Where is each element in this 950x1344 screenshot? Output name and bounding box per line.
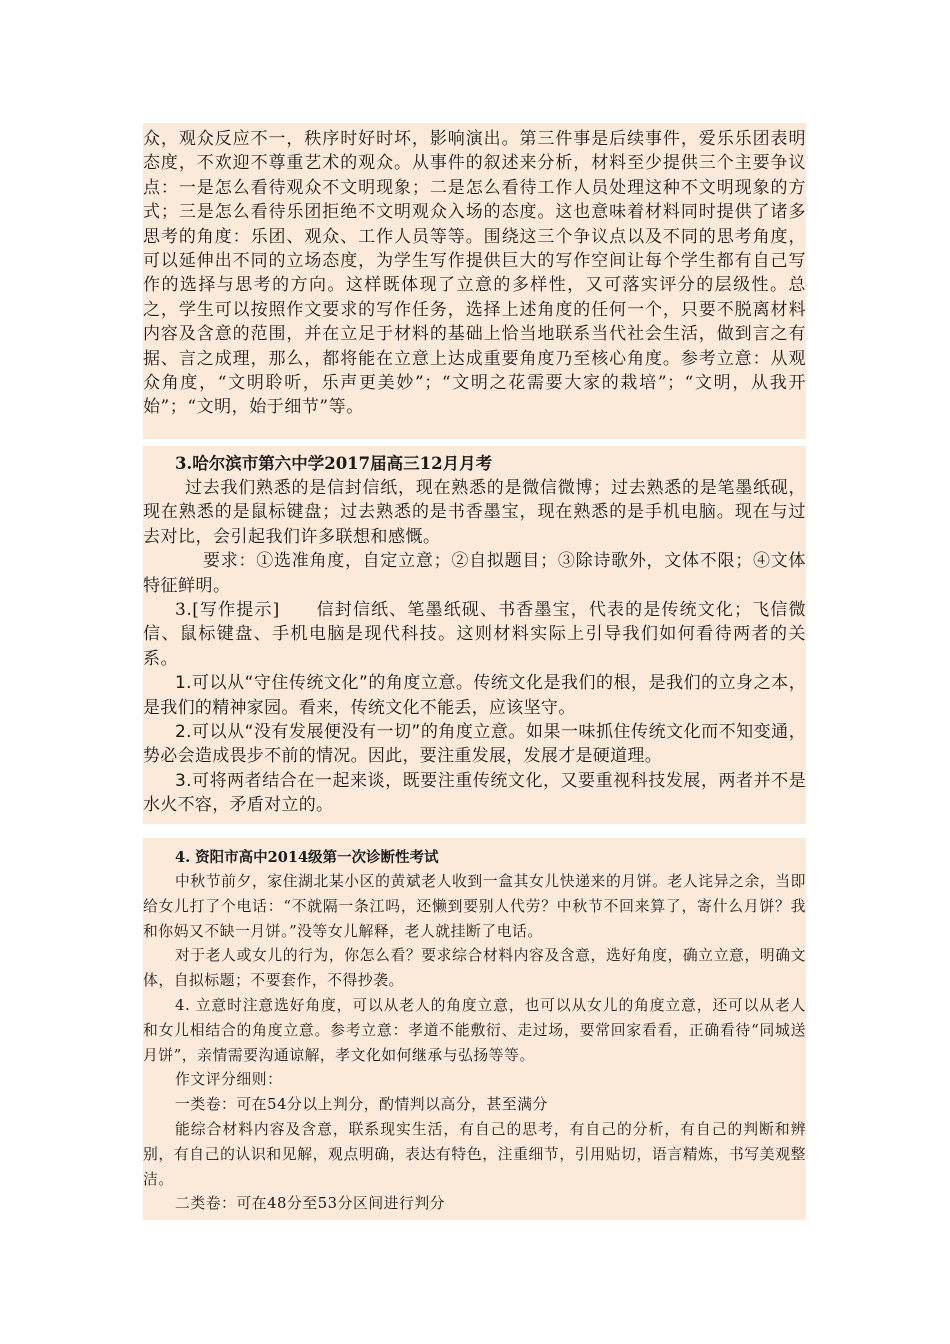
section-2-block bbox=[143, 446, 806, 824]
section-3-class-1-description: 能综合材料内容及含意，联系现实生活，有自己的思考，有自己的分析，有自己的判断和辨别，有自己的认识和见解，观点明确，表达有特色，注重细节，引用贴切，语言精炼，书写美观整洁。 bbox=[143, 1120, 806, 1188]
section-3-class-1-title: 一类卷：可在54分以上判分，酌情判以高分，甚至满分 bbox=[175, 1096, 548, 1114]
section-3-rubric-title: 作文评分细则： bbox=[175, 1071, 283, 1089]
section-2-point-2: 2.可以从“没有发展便没有一切”的角度立意。如果一味抓住传统文化而不知变通，势必会造成畏步不前的情况。因此，要注重发展，发展才是硬道理。 bbox=[143, 722, 806, 767]
section-3-class-2-title: 二类卷：可在48分至53分区间进行判分 bbox=[175, 1195, 446, 1213]
section-2-hint: 3.[写作提示] 信封信纸、笔墨纸砚、书香墨宝，代表的是传统文化；飞信微信、鼠标键盘、手机电脑是现代科技。这则材料实际上引导我们如何看待两者的关系。 bbox=[143, 600, 806, 669]
section-2-point-3: 3.可将两者结合在一起来谈，既要注重传统文化，又要重视科技发展，两者并不是水火不容，矛盾对立的。 bbox=[143, 770, 806, 816]
section-2-point-1: 1.可以从“守住传统文化”的角度立意。传统文化是我们的根，是我们的立身之本，是我们的精神家园。看来，传统文化不能丢，应该坚守。 bbox=[143, 673, 806, 718]
section-1-block bbox=[143, 123, 806, 439]
section-1-paragraph: 众，观众反应不一，秩序时好时坏，影响演出。第三件事是后续事件，爱乐乐团表明态度，不欢迎不尊重艺术的观众。从事件的叙述来分析，材料至少提供三个主要争议点：一是怎么看待观众不文明现象；二是怎么看待工作人员处理这种不文明现象的方式；三是怎么看待乐团拒绝不文明观众入场的态度。这也意味着材料同时提供了诸多思考的角度：乐团、观众、工作人员等等。围绕这三个争议点以及不同的思考角度，可以延伸出不同的立场态度，为学生写作提供巨大的写作空间让每个学生都有自己写作的选择与思考的方向。这样既体现了立意的多样性，又可落实评分的层级性。总之，学生可以按照作文要求的写作任务，选择上述角度的任何一个，只要不脱离材料内容及含意的范围，并在立足于材料的基础上恰当地联系当代社会生活，做到言之有据、言之成理，那么，都将能在立意上达成重要角度乃至核心角度。参考立意：从观众角度，“文明聆听，乐声更美妙”；“文明之花需要大家的栽培”；“文明，从我开始”；“文明，始于细节”等。 bbox=[143, 129, 806, 418]
section-2-material: 过去我们熟悉的是信封信纸，现在熟悉的是微信微博；过去熟悉的是笔墨纸砚，现在熟悉的是鼠标键盘；过去熟悉的是书香墨宝，现在熟悉的是手机电脑。现在与过去对比，会引起我们许多联想和感慨。 bbox=[143, 478, 806, 547]
section-2-title: 3.哈尔滨市第六中学2017届高三12月月考 bbox=[175, 454, 493, 473]
section-3-title: 4. 资阳市高中2014级第一次诊断性考试 bbox=[175, 849, 439, 866]
section-3-block bbox=[143, 838, 806, 1220]
section-3-requirement: 对于老人或女儿的行为，你怎么看？要求综合材料内容及含意，选好角度，确立立意，明确文体，自拟标题；不要套作，不得抄袭。 bbox=[143, 947, 806, 990]
section-2-requirement: 要求：①选准角度，自定立意；②自拟题目；③除诗歌外，文体不限；④文体特征鲜明。 bbox=[143, 551, 806, 596]
section-3-hint: 4. 立意时注意选好角度，可以从老人的角度立意，也可以从女儿的角度立意，还可以从老人和女儿相结合的角度立意。参考立意：孝道不能敷衍、走过场，要常回家看看，正确看待“同城送月饼”，亲情需要沟通谅解，孝文化如何继承与弘扬等等。 bbox=[143, 996, 806, 1064]
section-3-material: 中秋节前夕，家住湖北某小区的黄斌老人收到一盒其女儿快递来的月饼。老人诧异之余，当即给女儿打了个电话：“不就隔一条江吗，还懒到要别人代劳？中秋节不回来算了，寄什么月饼？我和你妈又不缺一月饼。”没等女儿解释，老人就挂断了电话。 bbox=[143, 873, 806, 940]
